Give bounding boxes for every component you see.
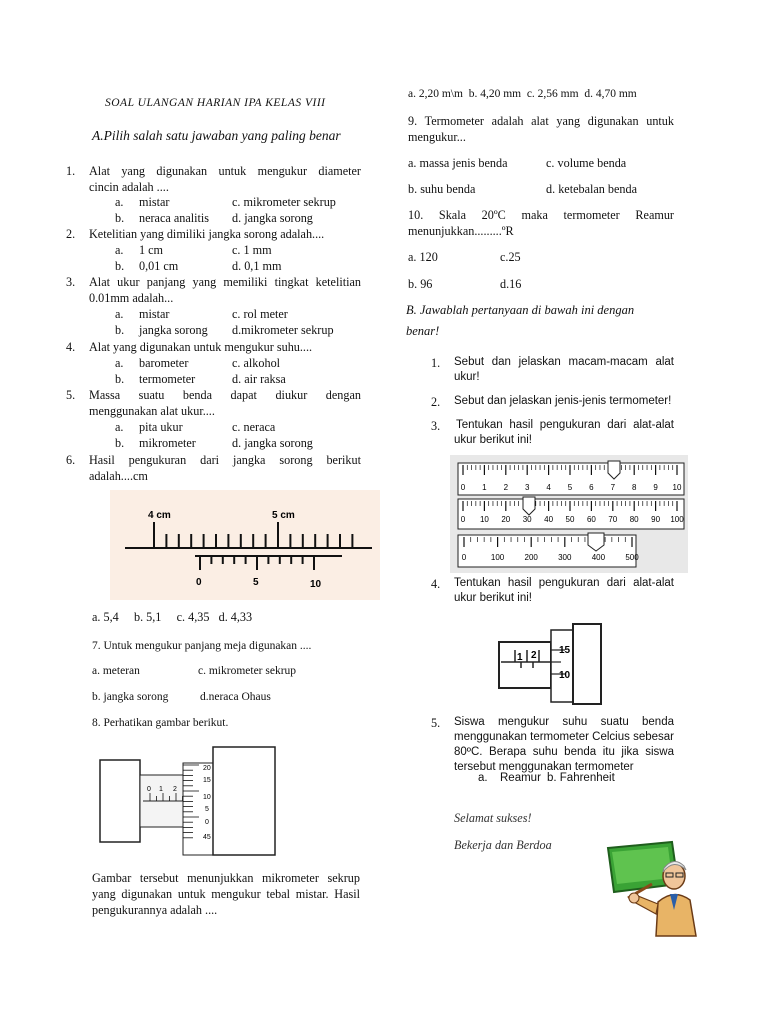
option-b: mikrometer bbox=[139, 436, 196, 450]
option-d: d. air raksa bbox=[232, 372, 286, 386]
option-letter: a. bbox=[478, 772, 488, 784]
tick-label: 3 bbox=[524, 483, 530, 492]
thimble-label: 5 bbox=[205, 806, 209, 813]
tick-label: 9 bbox=[653, 483, 658, 492]
closing-text: Bekerja dan Berdoa bbox=[454, 838, 552, 852]
option-a: a. meteran bbox=[92, 665, 140, 677]
thimble-label: 15 bbox=[559, 645, 571, 656]
closing-text: Selamat sukses! bbox=[454, 811, 532, 825]
option-letter: b. bbox=[115, 211, 125, 225]
question-number: 2. bbox=[431, 395, 441, 409]
tick-label: 8 bbox=[631, 483, 637, 492]
description-line: Gambar tersebut menunjukkan mikrometer sekrup bbox=[92, 871, 360, 885]
option-letter: b. bbox=[115, 323, 125, 337]
option-b: neraca analitis bbox=[139, 211, 210, 225]
question-text: Ketelitian yang dimiliki jangka sorong adalah.... bbox=[89, 227, 325, 241]
option-letter: a. bbox=[115, 195, 124, 209]
option-b: b. jangka sorong bbox=[92, 691, 169, 703]
thimble-body bbox=[213, 747, 275, 855]
option-c: c.25 bbox=[500, 250, 521, 264]
option-a: a. 120 bbox=[408, 250, 438, 264]
option-b: termometer bbox=[139, 372, 196, 386]
question-text: 80ºC. Berapa suhu benda itu jika siswa bbox=[454, 746, 674, 758]
scale-3 bbox=[458, 535, 636, 567]
question-text: tersebut menggunakan termometer bbox=[454, 761, 634, 773]
option-c: c. 1 mm bbox=[232, 243, 272, 257]
description-line: pengukurannya adalah .... bbox=[92, 903, 218, 917]
tick-label: 100 bbox=[670, 515, 684, 524]
question-text: menggunakan alat ukur.... bbox=[89, 404, 215, 418]
question-text: Sebut dan jelaskan macam-macam alat bbox=[454, 356, 674, 368]
tick-label: 10 bbox=[672, 483, 682, 492]
tick-label: 4 bbox=[546, 483, 551, 492]
question-text: Tentukan hasil pengukuran dari alat-alat bbox=[456, 419, 674, 431]
option-d: d. jangka sorong bbox=[232, 436, 313, 450]
option-a: 1 cm bbox=[139, 243, 164, 257]
vernier-label: 10 bbox=[310, 579, 322, 590]
question-6-options: a. 5,4 b. 5,1 c. 4,35 d. 4,33 bbox=[92, 610, 253, 624]
question-number: 5. bbox=[431, 716, 441, 730]
hand bbox=[629, 893, 639, 903]
option-c: c. alkohol bbox=[232, 356, 281, 370]
question-text: cincin adalah .... bbox=[89, 180, 169, 194]
tick-label: 70 bbox=[608, 515, 618, 524]
option-c: c. mikrometer sekrup bbox=[198, 665, 297, 677]
option-a: barometer bbox=[139, 356, 189, 370]
thimble-label: 20 bbox=[203, 765, 211, 772]
question-text: Alat ukur panjang yang memiliki tingkat ketelitian bbox=[89, 275, 361, 289]
tick-label: 90 bbox=[651, 515, 661, 524]
question-text: menunjukkan.........ºR bbox=[408, 224, 514, 238]
option-d: d.neraca Ohaus bbox=[200, 691, 271, 703]
question-text: 10. Skala 20ºC maka termometer Reamur bbox=[408, 208, 674, 222]
thimble-label: 45 bbox=[203, 834, 211, 841]
question-text: adalah....cm bbox=[89, 469, 148, 483]
option-letter: b. bbox=[115, 259, 125, 273]
sleeve-label: 0 bbox=[147, 786, 151, 793]
option-a: Reamur bbox=[500, 772, 541, 784]
tick-label: 40 bbox=[544, 515, 554, 524]
question-text: Hasil pengukuran dari jangka sorong berikut bbox=[89, 453, 361, 467]
question-number: 4. bbox=[66, 340, 76, 354]
tick-label: 6 bbox=[589, 483, 594, 492]
question-number: 2. bbox=[66, 227, 76, 241]
option-letter: a. bbox=[115, 307, 124, 321]
option-c: c. neraca bbox=[232, 420, 276, 434]
option-b: b. suhu benda bbox=[408, 182, 476, 196]
thimble-label: 10 bbox=[559, 670, 571, 681]
question-number: 1. bbox=[431, 356, 441, 370]
option-c: c. mikrometer sekrup bbox=[232, 195, 336, 209]
teacher-illustration bbox=[600, 838, 700, 938]
tick-label: 2 bbox=[503, 483, 509, 492]
question-8-options: a. 2,20 m\m b. 4,20 mm c. 2,56 mm d. 4,70 mm bbox=[408, 88, 637, 100]
option-d: d. jangka sorong bbox=[232, 211, 313, 225]
scales-figure bbox=[450, 455, 688, 573]
sleeve-label: 1 bbox=[159, 786, 163, 793]
tick-label: 10 bbox=[479, 515, 489, 524]
option-a: mistar bbox=[139, 195, 170, 209]
tick-label: 7 bbox=[610, 483, 616, 492]
option-letter: a. bbox=[115, 356, 124, 370]
tick-label: 80 bbox=[629, 515, 639, 524]
sleeve-label: 1 bbox=[517, 652, 523, 663]
tick-label: 20 bbox=[501, 515, 511, 524]
tick-label: 100 bbox=[490, 553, 505, 562]
scale-2 bbox=[458, 499, 684, 529]
question-text: ukur berikut ini! bbox=[454, 592, 532, 604]
description-line: yang digunakan untuk mengukur tebal mistar. Hasil bbox=[92, 887, 360, 901]
vernier-label: 0 bbox=[196, 577, 202, 588]
option-d: d.16 bbox=[500, 277, 522, 291]
micrometer-small-figure bbox=[497, 622, 605, 706]
option-a: pita ukur bbox=[139, 420, 183, 434]
question-number: 3. bbox=[431, 419, 441, 433]
vernier-label: 5 bbox=[253, 577, 259, 588]
question-8-text: 8. Perhatikan gambar berikut. bbox=[92, 717, 229, 729]
tick-label: 0 bbox=[460, 515, 466, 524]
tick-label: 0 bbox=[460, 483, 466, 492]
question-text: Tentukan hasil pengukuran dari alat-alat bbox=[454, 577, 674, 589]
exam-title: SOAL ULANGAN HARIAN IPA KELAS VIII bbox=[105, 97, 326, 109]
question-text: Alat yang digunakan untuk mengukur suhu.... bbox=[89, 340, 313, 354]
sleeve bbox=[499, 642, 551, 688]
question-text: Massa suatu benda dapat diukur dengan bbox=[89, 388, 361, 402]
question-number: 6. bbox=[66, 453, 76, 467]
option-letter: b. bbox=[115, 372, 125, 386]
section-b-heading: B. Jawablah pertanyaan di bawah ini dengan bbox=[406, 303, 635, 317]
tick-label: 0 bbox=[461, 553, 467, 562]
question-number: 3. bbox=[66, 275, 76, 289]
tick-label: 200 bbox=[524, 553, 538, 562]
tick-label: 60 bbox=[586, 515, 596, 524]
thimble bbox=[551, 630, 573, 702]
frame bbox=[100, 760, 140, 842]
question-text: Sebut dan jelaskan jenis-jenis termometer! bbox=[454, 395, 672, 407]
tick-label: 300 bbox=[558, 553, 572, 562]
option-c: c. rol meter bbox=[232, 307, 288, 321]
question-text: 9. Termometer adalah alat yang digunakan untuk bbox=[408, 114, 674, 128]
tick-label: 1 bbox=[482, 483, 487, 492]
question-text: menggunakan termometer Celcius sebesar bbox=[454, 731, 674, 743]
option-letter: b. bbox=[115, 436, 125, 450]
option-d: d.mikrometer sekrup bbox=[232, 323, 334, 337]
option-b: b. Fahrenheit bbox=[547, 772, 615, 784]
thimble-label: 0 bbox=[205, 819, 209, 826]
option-d: d. 0,1 mm bbox=[232, 259, 282, 273]
option-b: b. 96 bbox=[408, 277, 433, 291]
option-letter: a. bbox=[115, 243, 124, 257]
thimble-body bbox=[573, 624, 601, 704]
tick-label: 400 bbox=[591, 553, 606, 562]
thimble-label: 15 bbox=[203, 777, 211, 784]
sleeve-label: 2 bbox=[173, 786, 177, 793]
question-text: Siswa mengukur suhu suatu benda bbox=[454, 716, 674, 728]
micrometer-figure bbox=[95, 745, 280, 857]
question-text: 7. Untuk mengukur panjang meja digunakan .... bbox=[92, 640, 312, 652]
question-text: mengukur... bbox=[408, 130, 466, 144]
option-a: a. massa jenis benda bbox=[408, 156, 508, 170]
main-scale-label: 5 cm bbox=[272, 510, 295, 521]
question-number: 5. bbox=[66, 388, 76, 402]
option-b: jangka sorong bbox=[139, 323, 208, 337]
tick-label: 50 bbox=[565, 515, 575, 524]
tick-label: 500 bbox=[625, 553, 639, 562]
question-text: ukur berikut ini! bbox=[454, 434, 532, 446]
main-scale-label: 4 cm bbox=[148, 510, 171, 521]
tick-label: 5 bbox=[567, 483, 573, 492]
question-text: Alat yang digunakan untuk mengukur diameter bbox=[89, 164, 361, 178]
tick-label: 30 bbox=[522, 515, 532, 524]
question-number: 4. bbox=[431, 577, 441, 591]
section-b-heading: benar! bbox=[406, 324, 440, 338]
section-a-heading: A.Pilih salah satu jawaban yang paling benar bbox=[92, 128, 341, 143]
option-b: 0,01 cm bbox=[139, 259, 179, 273]
question-text: ukur! bbox=[454, 371, 480, 383]
option-a: mistar bbox=[139, 307, 170, 321]
question-text: 0.01mm adalah... bbox=[89, 291, 174, 305]
sleeve-label: 2 bbox=[531, 650, 537, 661]
vernier-caliper-figure bbox=[110, 490, 380, 600]
option-letter: a. bbox=[115, 420, 124, 434]
question-number: 1. bbox=[66, 164, 76, 178]
option-c: c. volume benda bbox=[546, 156, 627, 170]
thimble-label: 10 bbox=[203, 794, 211, 801]
option-d: d. ketebalan benda bbox=[546, 182, 638, 196]
